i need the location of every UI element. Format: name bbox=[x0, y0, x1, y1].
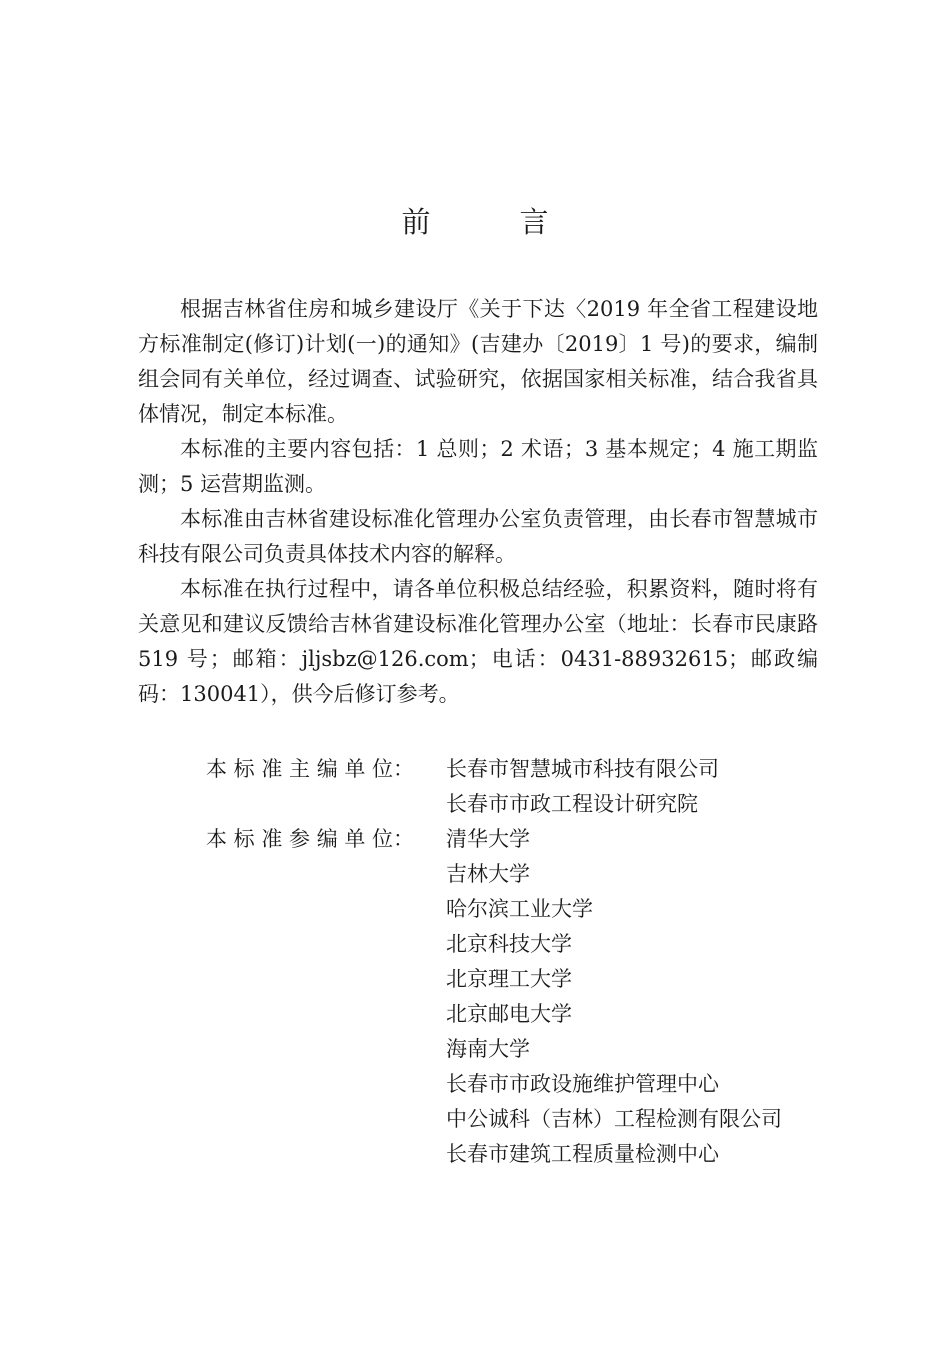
preface-body bbox=[138, 292, 818, 712]
participant-unit-item: 海南大学 bbox=[446, 1037, 530, 1061]
page-title: 前 言 bbox=[401, 205, 579, 239]
participant-unit-item: 长春市建筑工程质量检测中心 bbox=[446, 1142, 719, 1166]
paragraph-contents: 本标准的主要内容包括：1 总则；2 术语；3 基本规定；4 施工期监测；5 运营期监测。 bbox=[138, 437, 818, 496]
participant-unit-item: 北京理工大学 bbox=[446, 967, 572, 991]
participant-unit-item: 哈尔滨工业大学 bbox=[446, 897, 593, 921]
participant-unit-item: 北京邮电大学 bbox=[446, 1002, 572, 1026]
paragraph-management: 本标准由吉林省建设标准化管理办公室负责管理，由长春市智慧城市科技有限公司负责具体技术内容的解释。 bbox=[138, 507, 818, 566]
chief-unit-label: 本 标 准 主 编 单 位： bbox=[206, 757, 415, 781]
paragraph-feedback: 本标准在执行过程中，请各单位积极总结经验，积累资料，随时将有关意见和建议反馈给吉林省建设标准化管理办公室（地址：长春市民康路 519 号；邮箱：jljsbz@126.com；电话：0431-88932615；邮政编码：130041），供今后修订参考。 bbox=[138, 577, 818, 706]
participant-unit-label: 本 标 准 参 编 单 位： bbox=[206, 827, 415, 851]
participant-unit-item: 北京科技大学 bbox=[446, 932, 572, 956]
participant-unit-item: 中公诚科（吉林）工程检测有限公司 bbox=[446, 1107, 782, 1131]
paragraph-basis: 根据吉林省住房和城乡建设厅《关于下达〈2019 年全省工程建设地方标准制定(修订)计划(一)的通知》(吉建办〔2019〕1 号)的要求，编制组会同有关单位，经过调查、试验研究，依据国家相关标准，结合我省具体情况，制定本标准。 bbox=[138, 297, 818, 426]
chief-unit-item: 长春市市政工程设计研究院 bbox=[446, 792, 698, 816]
chief-unit-item: 长春市智慧城市科技有限公司 bbox=[446, 757, 719, 781]
chief-unit-list bbox=[446, 752, 719, 822]
participant-unit-group bbox=[206, 822, 782, 1172]
participant-unit-item: 清华大学 bbox=[446, 827, 530, 851]
chief-unit-group bbox=[206, 752, 782, 822]
participant-unit-item: 吉林大学 bbox=[446, 862, 530, 886]
participant-unit-list bbox=[446, 822, 782, 1172]
participant-unit-item: 长春市市政设施维护管理中心 bbox=[446, 1072, 719, 1096]
drafting-units bbox=[206, 752, 782, 1172]
